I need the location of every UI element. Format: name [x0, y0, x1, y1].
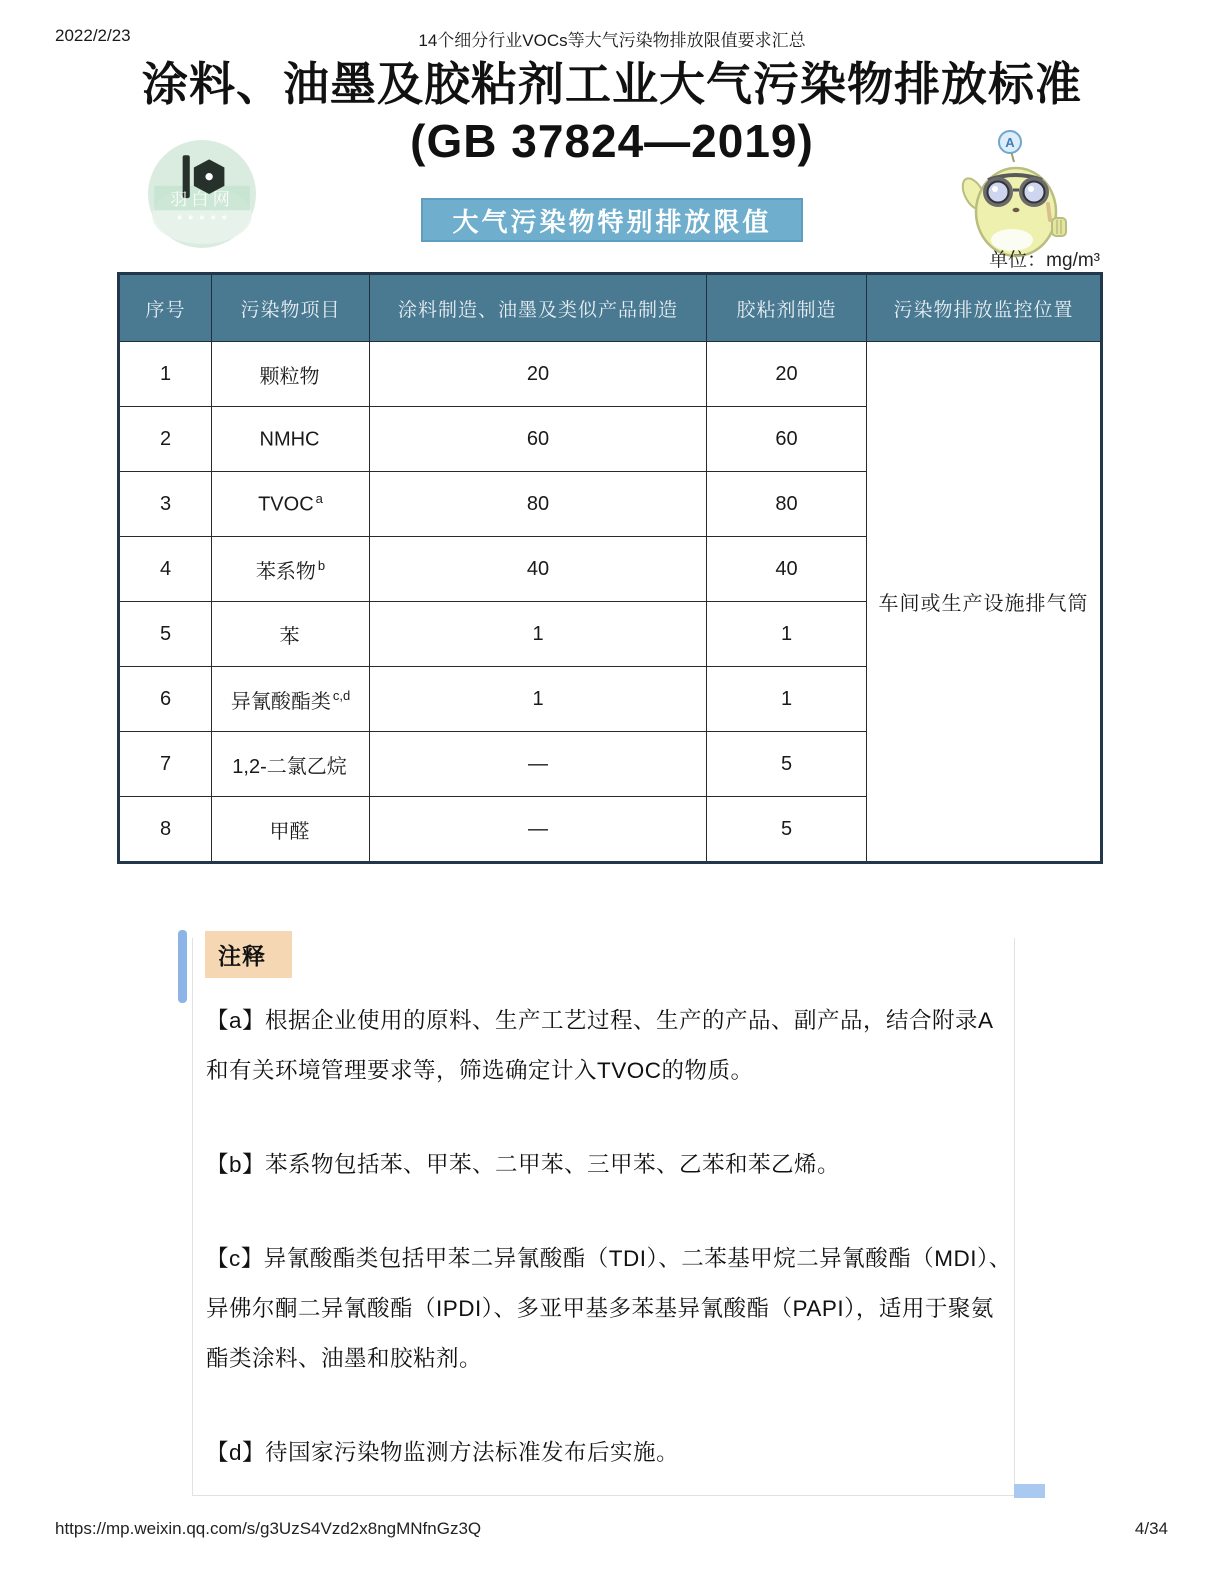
cell-adhesive: 1: [707, 602, 867, 667]
cell-adhesive: 60: [707, 407, 867, 472]
unit-label: 单位：mg/m³: [989, 250, 1100, 271]
note-c: 【c】异氰酸酯类包括甲苯二异氰酸酯（TDI）、二苯基甲烷二异氰酸酯（MDI）、异佛尔酮二异氰酸酯（IPDI）、多亚甲基多苯基异氰酸酯（PAPI），适用于聚氨酯类涂料、油墨和胶粘剂。: [206, 1246, 1012, 1371]
special-limit-badge: 大气污染物特别排放限值: [421, 198, 803, 242]
note-accent-bar: [178, 930, 187, 1003]
page-title-line2: (GB 37824—2019): [410, 115, 814, 167]
horizontal-scrollbar-thumb[interactable]: [1014, 1484, 1045, 1498]
notes-content: [206, 996, 1012, 1522]
col-header-adhesive: 胶粘剂制造: [707, 274, 867, 342]
mascot-antenna-letter: A: [1005, 135, 1015, 150]
cell-pollutant: 苯系物 $^b$: [212, 537, 370, 602]
note-d: 【d】待国家污染物监测方法标准发布后实施。: [206, 1440, 680, 1465]
cell-adhesive: 1: [707, 667, 867, 732]
cell-pollutant: 苯: [212, 602, 370, 667]
cell-coating: —: [370, 797, 707, 863]
emission-limits-table: [117, 272, 1103, 864]
cell-pollutant: 1,2-二氯乙烷: [212, 732, 370, 797]
cell-no: 6: [119, 667, 212, 732]
cell-no: 4: [119, 537, 212, 602]
col-header-coating: 涂料制造、油墨及类似产品制造: [370, 274, 707, 342]
cell-pollutant: 异氰酸酯类 $^{c,d}$: [212, 667, 370, 732]
header-date: 2022/2/23: [55, 26, 131, 45]
cell-no: 1: [119, 342, 212, 407]
cell-coating: 40: [370, 537, 707, 602]
cell-coating: —: [370, 732, 707, 797]
cell-coating: 1: [370, 602, 707, 667]
note-a: 【a】根据企业使用的原料、生产工艺过程、生产的产品、副产品，结合附录A和有关环境管理要求等，筛选确定计入TVOC的物质。: [206, 1008, 994, 1083]
header-doc-title: 14个细分行业VOCs等大气污染物排放限值要求汇总: [418, 31, 806, 50]
cell-adhesive: 5: [707, 797, 867, 863]
footer-url: https://mp.weixin.qq.com/s/g3UzS4Vzd2x8ngMNfnGz3Q: [55, 1519, 482, 1538]
cell-pollutant: TVOC $^a$: [212, 472, 370, 537]
notes-title-badge: 注释: [205, 931, 292, 978]
col-header-no: 序号: [119, 274, 212, 342]
cell-pollutant: 甲醛: [212, 797, 370, 863]
cell-adhesive: 5: [707, 732, 867, 797]
cell-coating: 60: [370, 407, 707, 472]
cell-coating: 80: [370, 472, 707, 537]
yubai-logo-icon: [146, 138, 258, 250]
cell-no: 2: [119, 407, 212, 472]
cell-no: 7: [119, 732, 212, 797]
col-header-monitor: 污染物排放监控位置: [867, 274, 1102, 342]
cell-monitor-location: 车间或生产设施排气筒: [867, 342, 1102, 863]
cell-coating: 1: [370, 667, 707, 732]
footer-page-number: 4/34: [1134, 1519, 1168, 1538]
cell-pollutant: 颗粒物: [212, 342, 370, 407]
cell-adhesive: 40: [707, 537, 867, 602]
cell-no: 3: [119, 472, 212, 537]
table-header-row: [119, 274, 1102, 342]
logo-watermark-text: 羽白网: [169, 189, 235, 210]
cell-adhesive: 80: [707, 472, 867, 537]
cell-no: 8: [119, 797, 212, 863]
goggle-bird-mascot-icon: [958, 128, 1070, 260]
note-b: 【b】苯系物包括苯、甲苯、二甲苯、三甲苯、乙苯和苯乙烯。: [206, 1152, 841, 1177]
cell-adhesive: 20: [707, 342, 867, 407]
page-title-line1: 涂料、油墨及胶粘剂工业大气污染物排放标准: [142, 58, 1082, 110]
cell-coating: 20: [370, 342, 707, 407]
col-header-pollutant: 污染物项目: [212, 274, 370, 342]
cell-no: 5: [119, 602, 212, 667]
table-row: [119, 342, 1102, 407]
cell-pollutant: NMHC: [212, 407, 370, 472]
